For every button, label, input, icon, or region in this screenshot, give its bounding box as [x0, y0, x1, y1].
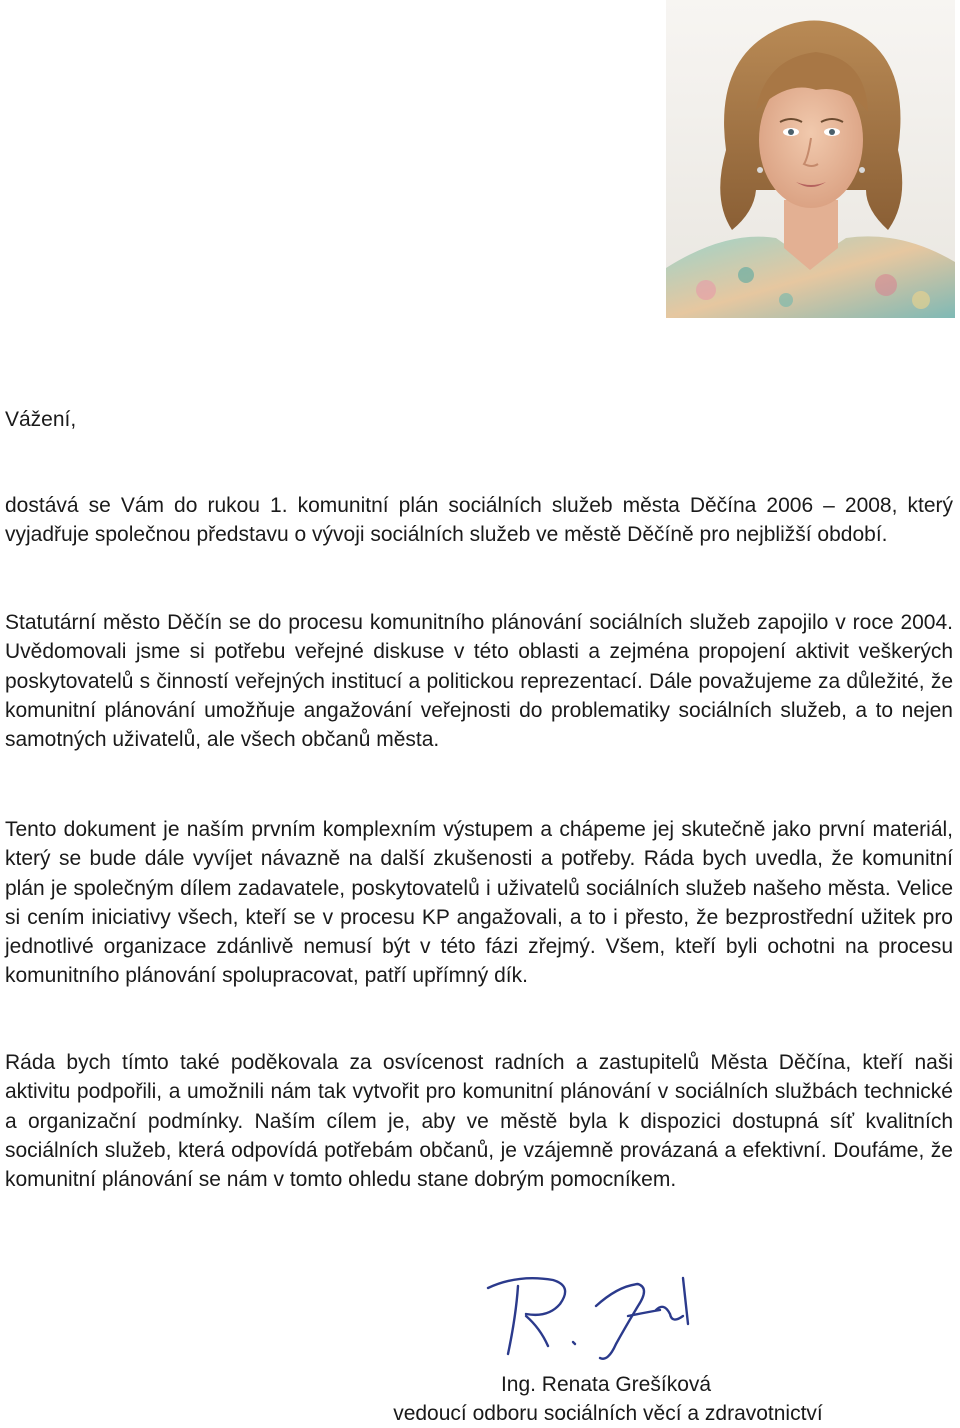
signatory-role: vedoucí odboru sociálních věcí a zdravotnictví	[393, 1402, 823, 1425]
handwritten-signature	[478, 1266, 708, 1366]
letter-paragraph-3: Tento dokument je naším prvním komplexním výstupem a chápeme jej skutečně jako první materiál, který se bude dále vyvíjet návazně na další zkušenosti a potřeby. Ráda bych uvedla, že komunitní plán je společným dílem zadavatele, poskytovatelů i uživatelů sociálních služeb našeho města. Velice si cením iniciativy všech, kteří se v procesu KP angažovali, a to i přesto, že bezprostřední užitek pro jednotlivé organizace zdánlivě nemusí být v této fázi zřejmý. Všem, kteří byli ochotni na procesu komunitního plánování spolupracovat, patří upřímný dík.	[5, 818, 953, 988]
letter-greeting: Vážení,	[5, 408, 77, 431]
letter-paragraph-4: Ráda bych tímto také poděkovala za osvícenost radních a zastupitelů Města Děčína, kteří naši aktivitu podpořili, a umožnili nám tak vytvořit pro komunitní plánování v sociálních službách technické a organizační podmínky. Naším cílem je, aby ve městě byla k dispozici dostupná síť kvalitních sociálních služeb, která odpovídá potřebám občanů, je vzájemně provázaná a efektivní. Doufáme, že komunitní plánování se nám v tomto ohledu stane dobrým pomocníkem.	[5, 1051, 953, 1192]
author-portrait-photo	[666, 0, 955, 318]
letter-paragraph-1: dostává se Vám do rukou 1. komunitní plán sociálních služeb města Děčína 2006 – 2008, který vyjadřuje společnou představu o vývoji sociálních služeb ve městě Děčíně pro nejbližší období.	[5, 494, 953, 547]
portrait-illustration	[666, 0, 955, 318]
signatory-name: Ing. Renata Grešíková	[500, 1373, 712, 1396]
letter-paragraph-2: Statutární město Děčín se do procesu komunitního plánování sociálních služeb zapojilo v roce 2004. Uvědomovali jsme si potřebu veřejné diskuse v této oblasti a zejména propojení aktivit veškerých poskytovatelů s činností veřejných institucí a politickou reprezentací. Dále považujeme za důležité, že komunitní plánování umožňuje angažování veřejnosti do problematiky sociálních služeb, a to nejen samotných uživatelů, ale všech občanů města.	[5, 611, 953, 752]
signature-scribble	[478, 1266, 708, 1366]
